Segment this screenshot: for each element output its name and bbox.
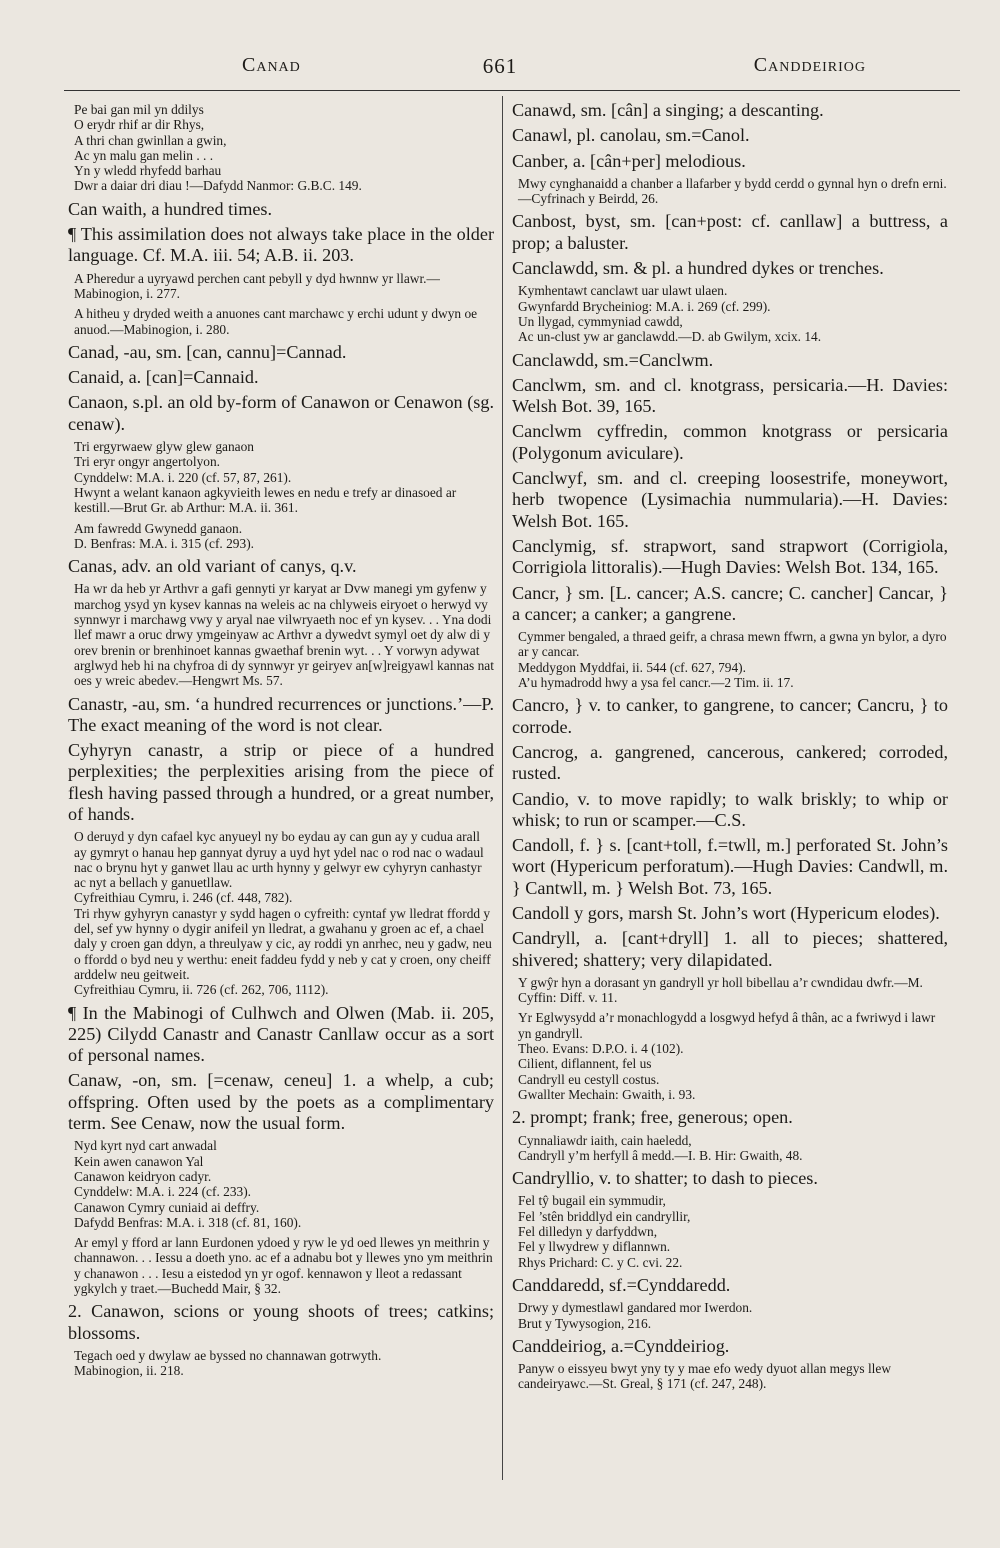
citation-quote xyxy=(518,1300,948,1331)
header-right-guideword: Canddeiriog xyxy=(753,54,866,76)
dictionary-entry: Can waith, a hundred times. xyxy=(68,198,273,219)
quote-line: Ha wr da heb yr Arthvr a gafi gennyti yr karyat ar Dvw manegi ym gyfenw y marchog ysyd yn kysev kannas na weleis ac na chlyweis eiryoet o herwyd vy synnwyr i marchawg vwy y aryal nae vilwryaeth noc ef yn kysev. . . Yna dodi llef mawr a oruc drwy ymgeinyaw ac Arthvr a dywedvt symyl oet dy alw di y orev brenin or brenhinoet kannas gwaethaf brenin wyt. . . Y vorwyn adywat arglwyd heb hi na chyfroa di dy synnwyr yr geiryev an[w]reigyawl kannas nat oes y wreic abedev.—Hengwrt Ms. 57. xyxy=(74,581,494,689)
quote-line: Dwr a daiar dri diau !—Dafydd Nanmor: G.B.C. 149. xyxy=(74,178,362,194)
quote-line: Candryll y’m herfyll â medd.—I. B. Hir: Gwaith, 48. xyxy=(518,1147,803,1163)
citation-quote xyxy=(74,439,494,515)
dictionary-entry: Cancrog, a. gangrened, cancerous, cankered; corroded, rusted. xyxy=(512,741,948,784)
quote-line: Fel tŷ bugail ein symmudir, xyxy=(518,1193,666,1209)
quote-line: Cynnaliawdr iaith, cain haeledd, xyxy=(518,1132,692,1148)
dictionary-entry: Canbost, byst, sm. [can+post: cf. canllaw] a buttress, a prop; a baluster. xyxy=(512,211,948,253)
quote-line: Kein awen canawon Yal xyxy=(74,1153,204,1169)
quote-line: Drwy y dymestlawl gandared mor Iwerdon. xyxy=(518,1300,753,1316)
citation-quote xyxy=(74,1235,494,1296)
dictionary-entry: Canclwyf, sm. and cl. creeping loosestrife, moneywort, herb twopence (Lysimachia nummularia).—H. Davies: Welsh Bot. 165. xyxy=(512,468,948,531)
dictionary-entry: 2. Canawon, scions or young shoots of trees; catkins; blossoms. xyxy=(68,1301,494,1343)
quote-line: Ac yn malu gan melin . . . xyxy=(74,147,214,163)
quote-line: A thri chan gwinllan a gwin, xyxy=(74,132,227,148)
quote-line: Meddygon Myddfai, ii. 544 (cf. 627, 794). xyxy=(518,659,746,675)
dictionary-entry: Cancr, } sm. [L. cancer; A.S. cancre; C. cancher] Cancar, } a cancer; a canker; a gangrene. xyxy=(512,582,948,624)
quote-line: Kymhentawt canclawt uar ulawt ulaen. xyxy=(518,283,728,299)
citation-quote xyxy=(74,1138,494,1230)
dictionary-entry: ¶ This assimilation does not always take place in the older language. Cf. M.A. iii. 54; A.B. ii. 203. xyxy=(68,224,494,266)
quote-line: Canawon Cymry cuniaid ai deffry. xyxy=(74,1199,260,1215)
quote-line: Y gwŷr hyn a dorasant yn gandryll yr holl bibellau a’r cwndidau dwfr.—M. Cyffin: Diff. v. 11. xyxy=(518,974,923,1006)
dictionary-entry: Canddeiriog, a.=Cynddeiriog. xyxy=(512,1335,730,1356)
citation-quote xyxy=(518,975,948,1006)
dictionary-entry: Candoll, f. } s. [cant+toll, f.=twll, m.] perforated St. John’s wort (Hypericum perforatum).—Hugh Davies: Candwll, m. } Cantwll, m. } Welsh Bot. 73, 165. xyxy=(512,835,948,898)
citation-quote xyxy=(74,306,494,337)
citation-quote xyxy=(518,629,948,690)
citation-quote xyxy=(518,1133,948,1164)
quote-line: O erydr rhif ar dir Rhys, xyxy=(74,117,205,133)
dictionary-entry: Canad, -au, sm. [can, cannu]=Cannad. xyxy=(68,341,347,362)
left-column xyxy=(68,100,494,1488)
citation-quote xyxy=(518,1361,948,1392)
quote-line: A hitheu y dryded weith a anuones cant marchawc y erchi udunt y dwyn oe anuod.—Mabinogion, i. 280. xyxy=(74,306,478,337)
citation-quote xyxy=(74,829,494,997)
dictionary-entry: Candryllio, v. to shatter; to dash to pieces. xyxy=(512,1168,818,1189)
quote-line: Ar emyl y fford ar lann Eurdonen ydoed y ryw le yd oed llewes yn meithrin y channawon. . . Iessu a doeth yno. ac ef a adnabu bot y llewes yno ym meithrin y chanawon . . . Iesu a eistedod yn yr ogof. kennawon y lleot a redassant ygkylch y traet.—Buchedd Mair, § 32. xyxy=(74,1235,493,1296)
dictionary-entry: Canas, adv. an old variant of canys, q.v. xyxy=(68,556,357,577)
quote-line: Un llygad, cymmyniad cawdd, xyxy=(518,313,683,329)
quote-line: Fel y llwydrew y diflannwn. xyxy=(518,1239,671,1255)
dictionary-entry: ¶ In the Mabinogi of Culhwch and Olwen (Mab. ii. 205, 225) Cilydd Canastr and Canastr Canllaw occur as a sort of personal names. xyxy=(68,1002,494,1066)
citation-quote xyxy=(74,521,494,552)
quote-line: Mabinogion, ii. 218. xyxy=(74,1363,184,1379)
quote-line: Am fawredd Gwynedd ganaon. xyxy=(74,520,243,536)
running-header xyxy=(64,50,936,84)
quote-line: Candryll eu cestyll costus. xyxy=(518,1071,660,1087)
citation-quote xyxy=(74,102,494,194)
dictionary-entry: Cyhyryn canastr, a strip or piece of a hundred perplexities; the perplexities arising from the piece of flesh having passed through a hundred, or a great number, of hands. xyxy=(68,740,494,824)
citation-quote xyxy=(518,176,948,207)
dictionary-entry: Canclawdd, sm. & pl. a hundred dykes or trenches. xyxy=(512,258,884,279)
dictionary-entry: Cancro, } v. to canker, to gangrene, to cancer; Cancru, } to corrode. xyxy=(512,695,948,737)
citation-quote xyxy=(518,283,948,344)
citation-quote xyxy=(74,271,494,302)
dictionary-entry: 2. prompt; frank; free, generous; open. xyxy=(512,1107,793,1128)
quote-line: Tri ergyrwaew glyw glew ganaon xyxy=(74,439,254,455)
quote-line: Fel ’stên briddlyd ein candryllir, xyxy=(518,1208,691,1224)
citation-quote xyxy=(74,581,494,688)
dictionary-entry: Canaid, a. [can]=Cannaid. xyxy=(68,367,259,388)
dictionary-entry: Canclwm cyffredin, common knotgrass or persicaria (Polygonum aviculare). xyxy=(512,421,948,463)
dictionary-entry: Canawd, sm. [cân] a singing; a descanting. xyxy=(512,100,824,120)
dictionary-entry: Canaw, -on, sm. [=cenaw, ceneu] 1. a whelp, a cub; offspring. Often used by the poets as a complimentary term. See Cenaw, now the usual form. xyxy=(68,1070,494,1134)
column-divider xyxy=(502,96,503,1480)
page-number: 661 xyxy=(482,54,518,78)
quote-line: Cyfreithiau Cymru, i. 246 (cf. 448, 782). xyxy=(74,890,293,906)
quote-line: Panyw o eissyeu bwyt yny ty y mae efo wedy dyuot allan megys llew candeiryawc.—St. Greal, § 171 (cf. 247, 248). xyxy=(518,1361,892,1392)
dictionary-entry: Canawl, pl. canolau, sm.=Canol. xyxy=(512,125,750,146)
quote-line: A Pheredur a uyryawd perchen cant pebyll y dyd hwnnw yr llawr.—Mabinogion, i. 277. xyxy=(74,270,440,301)
quote-line: Ac un-clust yw ar ganclawdd.—D. ab Gwilym, xcix. 14. xyxy=(518,329,822,345)
quote-line: Cymmer bengaled, a thraed geifr, a chrasa mewn ffwrn, a gwna yn bylor, a dyro ar y cancar. xyxy=(518,629,947,660)
quote-line: Yr Eglwysydd a’r monachlogydd a losgwyd hefyd â thân, ac a fwriwyd i lawr yn gandryll. xyxy=(518,1010,936,1041)
quote-line: Dafydd Benfras: M.A. i. 318 (cf. 81, 160). xyxy=(74,1214,302,1230)
dictionary-entry: Candio, v. to move rapidly; to walk briskly; to whip or whisk; to run or scamper.—C.S. xyxy=(512,788,948,830)
quote-line: Pe bai gan mil yn ddilys xyxy=(74,102,204,117)
quote-line: Theo. Evans: D.P.O. i. 4 (102). xyxy=(518,1041,684,1057)
dictionary-entry: Canclawdd, sm.=Canclwm. xyxy=(512,349,714,370)
dictionary-entry: Canclwm, sm. and cl. knotgrass, persicaria.—H. Davies: Welsh Bot. 39, 165. xyxy=(512,374,948,417)
quote-line: Gwynfardd Brycheiniog: M.A. i. 269 (cf. 299). xyxy=(518,298,771,314)
dictionary-entry: Candryll, a. [cant+dryll] 1. all to pieces; shattered, shivered; shattery; very dilapidated. xyxy=(512,928,948,970)
quote-line: Hwynt a welant kanaon agkyvieith lewes en nedu e trefy ar dinasoed ar kestill.—Brut Gr. ab Arthur: M.A. ii. 361. xyxy=(74,484,457,516)
quote-line: Yn y wledd rhyfedd barhau xyxy=(74,163,222,179)
dictionary-entry: Canclymig, sf. strapwort, sand strapwort (Corrigiola, Corrigiola littoralis).—Hugh Davies: Welsh Bot. 134, 165. xyxy=(512,535,948,578)
quote-line: Tri eryr ongyr angertolyon. xyxy=(74,454,221,470)
quote-line: Fel dilledyn y darfyddwn, xyxy=(518,1224,658,1240)
quote-line: Tri rhyw gyhyryn canastyr y sydd hagen o cyfreith: cyntaf yw lledrat ffordd y del, sef yw hynny o dygir anifeil yn lledrat, a gwahanu y groen ac ef, a chael daly y croen gan ddyn, a threulyaw y cic, ay roddi yn anrhec, neu y gadw, neu o ffordd o byd neu y werthu: eneit faddeu fydd y neb y cat y croen, ony cheiff arddelw neu geitweit. xyxy=(74,905,492,982)
quote-line: Cynddelw: M.A. i. 220 (cf. 57, 87, 261). xyxy=(74,469,292,485)
quote-line: Cynddelw: M.A. i. 224 (cf. 233). xyxy=(74,1184,252,1200)
quote-line: Canawon keidryon cadyr. xyxy=(74,1168,212,1184)
dictionary-entry: Candoll y gors, marsh St. John’s wort (Hypericum elodes). xyxy=(512,902,940,923)
quote-line: Rhys Prichard: C. y C. cvi. 22. xyxy=(518,1254,683,1270)
quote-line: Nyd kyrt nyd cart anwadal xyxy=(74,1138,217,1154)
citation-quote xyxy=(518,1010,948,1102)
quote-line: Tegach oed y dwylaw ae byssed no channawan gotrwyth. xyxy=(74,1347,382,1363)
dictionary-entry: Canddaredd, sf.=Cynddaredd. xyxy=(512,1274,731,1295)
dictionary-entry: Canaon, s.pl. an old by-form of Canawon or Cenawon (sg. cenaw). xyxy=(68,392,494,434)
citation-quote xyxy=(74,1348,494,1379)
dictionary-entry: Canber, a. [cân+per] melodious. xyxy=(512,150,746,171)
header-left-guideword: Canad xyxy=(242,54,301,76)
quote-line: A’u hymadrodd hwy a ysa fel cancr.—2 Tim. ii. 17. xyxy=(518,675,794,691)
dictionary-entry: Canastr, -au, sm. ‘a hundred recurrences or junctions.’—P. The exact meaning of the word is not clear. xyxy=(68,693,494,735)
right-column xyxy=(512,100,948,1488)
header-rule xyxy=(64,90,960,91)
quote-line: Gwallter Mechain: Gwaith, i. 93. xyxy=(518,1086,696,1102)
quote-line: O deruyd y dyn cafael kyc anyueyl ny bo eydau ay can gun ay y cudua arall ay gymryt o hanau hep gannyat dyruy a uyd hyt ydel nac o rod nac o wadaul nac o brynu hyt y ganwet llau ac urth hynny y gelwyr ew cyhyryn canhastyr ac nyt a bellach y ganuetllaw. xyxy=(74,829,484,891)
quote-line: Cilient, diflannent, fel us xyxy=(518,1056,652,1072)
quote-line: D. Benfras: M.A. i. 315 (cf. 293). xyxy=(74,535,254,551)
quote-line: Cyfreithiau Cymru, ii. 726 (cf. 262, 706, 1112). xyxy=(74,982,329,998)
citation-quote xyxy=(518,1193,948,1269)
quote-line: Mwy cynghanaidd a chanber a llafarber y bydd cerdd o gynnal hyn o drefn erni.—Cyfrinach y Beirdd, 26. xyxy=(518,175,947,207)
quote-line: Brut y Tywysogion, 216. xyxy=(518,1315,652,1331)
